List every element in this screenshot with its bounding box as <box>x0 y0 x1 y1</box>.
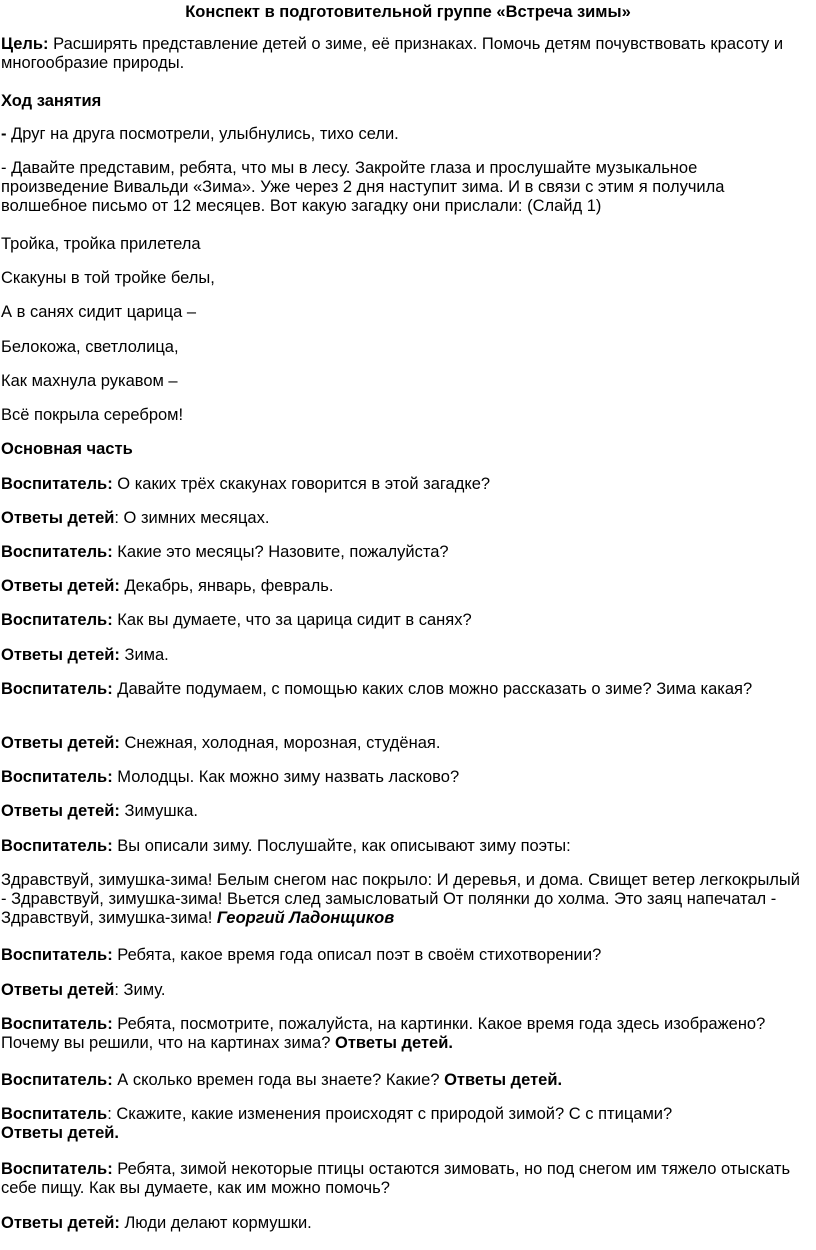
speaker-label: Ответы детей: <box>1 802 120 820</box>
speaker-label: Воспитатель: <box>1 543 113 561</box>
answer-label: Ответы детей. <box>334 1034 453 1052</box>
speaker-label: Ответы детей: <box>1 577 120 595</box>
dialogue-line: Воспитатель: Вы описали зиму. Послушайте, как описывают зиму поэты: <box>1 837 571 855</box>
speaker-label: Ответы детей <box>1 981 115 999</box>
dialogue-line: Воспитатель: Давайте подумаем, с помощью каких слов можно рассказать о зиме? Зима какая? <box>1 680 753 698</box>
dialogue-line: Ответы детей: Зиму. <box>1 981 166 999</box>
riddle-line: А в санях сидит царица – <box>1 303 197 321</box>
dialogue-line: Ответы детей: Зима. <box>1 646 169 664</box>
dialogue-line: Воспитатель: Ребята, зимой некоторые птицы остаются зимовать, но под снегом им тяжело отыскать себе пищу. Как вы думаете, как им можно помочь? <box>1 1160 791 1197</box>
poem-author: Георгий Ладонщиков <box>216 909 395 927</box>
riddle-line: Всё покрыла серебром! <box>1 406 184 424</box>
dialogue-line: Ответы детей: Люди делают кормушки. <box>1 1214 312 1232</box>
speaker-label: Воспитатель: <box>1 1015 113 1033</box>
speaker-label: Воспитатель: <box>1 611 113 629</box>
document-title: Конспект в подготовительной группе «Встреча зимы» <box>185 3 631 21</box>
speaker-label: Воспитатель <box>1 1105 108 1123</box>
speaker-label: Воспитатель: <box>1 837 113 855</box>
speaker-label: Воспитатель: <box>1 475 113 493</box>
speaker-label: Воспитатель: <box>1 1071 113 1089</box>
goal-label: Цель: <box>1 35 49 53</box>
poem-paragraph <box>1 871 801 928</box>
dialogue-line: Ответы детей: О зимних месяцах. <box>1 509 270 527</box>
riddle-line: Тройка, тройка прилетела <box>1 235 201 253</box>
speaker-label: Воспитатель: <box>1 1160 113 1178</box>
dialogue-line: Ответы детей: Снежная, холодная, морозная, студёная. <box>1 734 441 752</box>
speaker-label: Ответы детей: <box>1 646 120 664</box>
dialogue-line: Ответы детей: Декабрь, январь, февраль. <box>1 577 334 595</box>
dialogue-line: Воспитатель: А сколько времен года вы знаете? Какие? Ответы детей. <box>1 1071 563 1089</box>
speaker-label: Воспитатель: <box>1 946 113 964</box>
dialogue-line: Ответы детей: Зимушка. <box>1 802 199 820</box>
riddle-line: Скакуны в той тройке белы, <box>1 269 215 287</box>
goal-text: Расширять представление детей о зиме, её признаках. Помочь детям почувствовать красоту и многообразие природы. <box>1 35 784 72</box>
dialogue-line: Воспитатель: О каких трёх скакунах говорится в этой загадке? <box>1 475 491 493</box>
intro-line-2: - Давайте представим, ребята, что мы в лесу. Закройте глаза и прослушайте музыкальное произведение Вивальди «Зима». Уже через 2 дня наступит зима. И в связи с этим я получила волшебное письмо от 12 месяцев. Вот какую загадку они прислали: (Слайд 1) <box>1 159 725 215</box>
riddle-line: Как махнула рукавом – <box>1 372 178 390</box>
main-heading: Основная часть <box>1 440 133 458</box>
speaker-label: Воспитатель: <box>1 768 113 786</box>
goal-paragraph <box>1 35 801 73</box>
dialogue-line: Воспитатель: Как вы думаете, что за царица сидит в санях? <box>1 611 472 629</box>
speaker-label: Ответы детей: <box>1 734 120 752</box>
intro-dash: - <box>1 125 7 143</box>
riddle-line: Белокожа, светлолица, <box>1 338 179 356</box>
speaker-label: Воспитатель: <box>1 680 113 698</box>
speaker-label: Ответы детей <box>1 509 115 527</box>
dialogue-line: Воспитатель: Ребята, какое время года описал поэт в своём стихотворении? <box>1 946 602 964</box>
dialogue-line: Воспитатель: Какие это месяцы? Назовите, пожалуйста? <box>1 543 449 561</box>
speaker-label: Ответы детей: <box>1 1214 120 1232</box>
answer-label: Ответы детей. <box>444 1071 563 1089</box>
intro-line-1: - Друг на друга посмотрели, улыбнулись, тихо сели. <box>1 125 399 143</box>
answer-label: Ответы детей. <box>1 1124 119 1142</box>
dialogue-line: Воспитатель: Молодцы. Как можно зиму назвать ласково? <box>1 768 460 786</box>
poem-text: Здравствуй, зимушка-зима! Белым снегом нас покрыло: И деревья, и дома. Свищет ветер легкокрылый - Здравствуй, зимушка-зима! Вьется след замысловатый От полянки до холма. Это заяц напечатал - Здравствуй, зимушка-зима! <box>1 871 801 927</box>
dialogue-line: Воспитатель: Ребята, посмотрите, пожалуйста, на картинки. Какое время года здесь изображено? Почему вы решили, что на картинах зима? Ответы детей. <box>1 1015 766 1052</box>
course-heading: Ход занятия <box>1 92 102 110</box>
dialogue-line: Воспитатель: Скажите, какие изменения происходят с природой зимой? С с птицами? Ответы детей. <box>1 1105 673 1142</box>
